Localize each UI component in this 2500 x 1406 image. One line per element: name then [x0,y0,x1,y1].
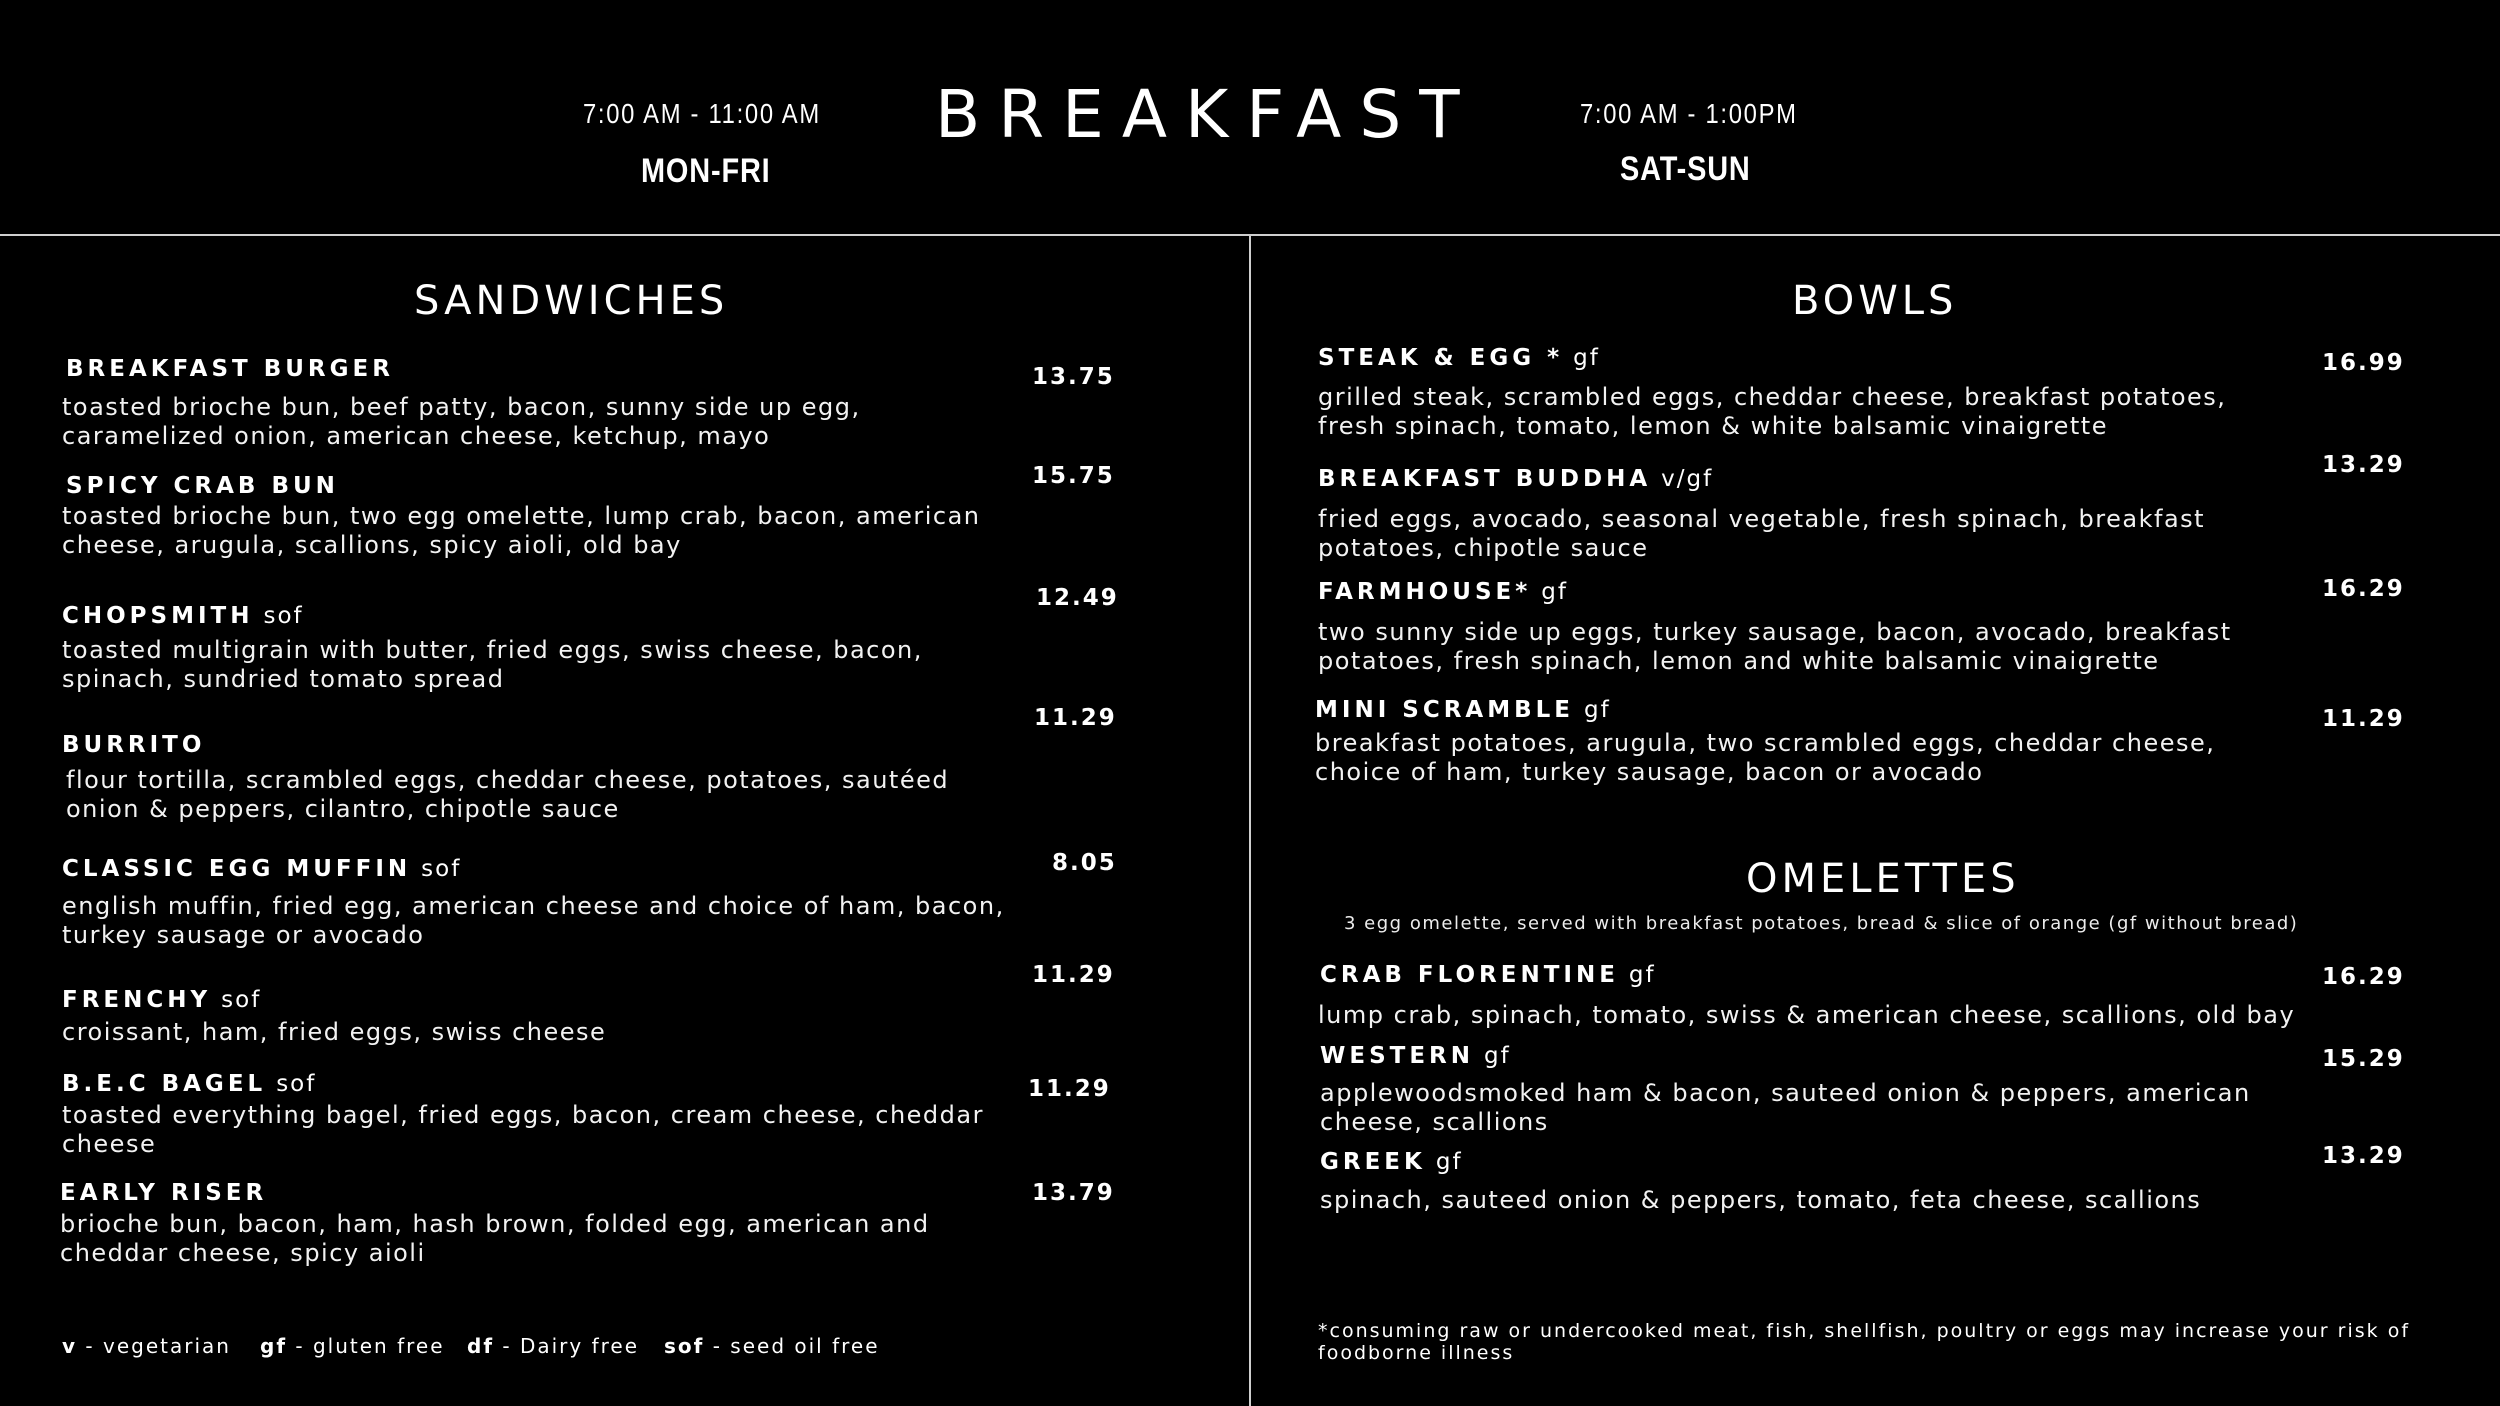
menu-item-price: 16.29 [2322,576,2405,602]
menu-item-name: STEAK & EGG * gf [1318,345,1600,371]
menu-item-name: CRAB FLORENTINE gf [1320,962,1656,988]
menu-item-name: FARMHOUSE* gf [1318,579,1568,605]
weekend-hours: 7:00 AM - 1:00PM [1580,98,1798,129]
legend-seed-oil-free: sof - seed oil free [664,1334,880,1358]
page-title: BREAKFAST [935,76,1478,153]
menu-item-price: 11.29 [1028,1076,1111,1102]
menu-item-name: MINI SCRAMBLE gf [1315,697,1611,723]
menu-item-name: B.E.C BAGEL sof [62,1071,317,1097]
menu-item-name: CLASSIC EGG MUFFIN sof [62,856,462,882]
diet-tag: sof [263,603,304,629]
menu-item-name: CHOPSMITH sof [62,603,304,629]
diet-tag: gf [1573,345,1600,371]
menu-item-price: 8.05 [1052,850,1117,876]
omelettes-note: 3 egg omelette, served with breakfast potatoes, bread & slice of orange (gf without bread) [1344,913,2299,934]
menu-item-description: toasted multigrain with butter, fried eggs, swiss cheese, bacon, spinach, sundried tomato spread [62,636,923,693]
menu-item-name: BREAKFAST BUDDHA v/gf [1318,466,1714,492]
diet-tag: gf [1541,579,1568,605]
weekday-hours: 7:00 AM - 11:00 AM [583,98,821,129]
diet-tag: sof [221,987,262,1013]
column-divider [1249,236,1251,1406]
menu-item-price: 12.49 [1036,585,1119,611]
menu-item-name: WESTERN gf [1320,1043,1511,1069]
omelettes-title: OMELETTES [1746,856,2020,902]
diet-tag: v/gf [1661,466,1714,492]
sandwiches-title: SANDWICHES [414,278,729,324]
menu-item-description: toasted everything bagel, fried eggs, bacon, cream cheese, cheddar cheese [62,1101,984,1158]
menu-item-description: grilled steak, scrambled eggs, cheddar cheese, breakfast potatoes, fresh spinach, tomato, lemon & white balsamic vinaigrette [1318,383,2227,440]
menu-item-price: 13.79 [1032,1180,1115,1206]
menu-item-price: 15.29 [2322,1046,2405,1072]
menu-item-description: flour tortilla, scrambled eggs, cheddar cheese, potatoes, sautéed onion & peppers, cilantro, chipotle sauce [66,766,950,823]
menu-item-price: 15.75 [1032,463,1115,489]
menu-item-name: BURRITO [62,732,206,758]
menu-item-name: SPICY CRAB BUN [66,473,339,499]
menu-item-price: 13.75 [1032,364,1115,390]
diet-tag: sof [276,1071,317,1097]
menu-item-description: toasted brioche bun, beef patty, bacon, sunny side up egg, caramelized onion, american cheese, ketchup, mayo [62,393,861,450]
legend-gluten-free: gf - gluten free [260,1334,445,1358]
menu-item-description: english muffin, fried egg, american cheese and choice of ham, bacon, turkey sausage or avocado [62,892,1005,949]
menu-item-description: croissant, ham, fried eggs, swiss cheese [62,1018,607,1046]
menu-item-name: FRENCHY sof [62,987,262,1013]
weekday-days: MON-FRI [641,152,771,190]
menu-item-price: 16.29 [2322,964,2405,990]
menu-item-description: breakfast potatoes, arugula, two scrambled eggs, cheddar cheese, choice of ham, turkey sausage, bacon or avocado [1315,729,2216,786]
menu-item-description: fried eggs, avocado, seasonal vegetable, fresh spinach, breakfast potatoes, chipotle sauce [1318,505,2206,562]
menu-item-price: 11.29 [1032,962,1115,988]
menu-item-price: 16.99 [2322,350,2405,376]
menu-item-price: 11.29 [2322,706,2405,732]
menu-item-name: EARLY RISER [60,1180,268,1206]
bowls-title: BOWLS [1792,278,1958,324]
menu-item-description: two sunny side up eggs, turkey sausage, bacon, avocado, breakfast potatoes, fresh spinach, lemon and white balsamic vinaigrette [1318,618,2232,675]
menu-item-description: spinach, sauteed onion & peppers, tomato, feta cheese, scallions [1320,1186,2202,1214]
legend-dairy-free: df - Dairy free [467,1334,640,1358]
raw-food-disclaimer: *consuming raw or undercooked meat, fish, shellfish, poultry or eggs may increase your risk of foodborne illness [1318,1320,2411,1364]
diet-tag: gf [1435,1149,1463,1175]
menu-item-price: 13.29 [2322,1143,2405,1169]
diet-tag: gf [1584,697,1611,723]
menu-item-name: BREAKFAST BURGER [66,356,394,382]
diet-tag: sof [421,856,462,882]
legend-vegetarian: v - vegetarian [62,1334,231,1358]
diet-tag: gf [1628,962,1656,988]
menu-item-description: lump crab, spinach, tomato, swiss & american cheese, scallions, old bay [1318,1001,2296,1029]
menu-item-price: 13.29 [2322,452,2405,478]
weekend-days: SAT-SUN [1620,150,1751,188]
menu-item-description: applewoodsmoked ham & bacon, sauteed onion & peppers, american cheese, scallions [1320,1079,2251,1136]
menu-item-description: toasted brioche bun, two egg omelette, lump crab, bacon, american cheese, arugula, scallions, spicy aioli, old bay [62,502,981,559]
diet-tag: gf [1484,1043,1511,1069]
menu-item-description: brioche bun, bacon, ham, hash brown, folded egg, american and cheddar cheese, spicy aioli [60,1210,930,1267]
menu-item-name: GREEK gf [1320,1149,1463,1175]
menu-item-price: 11.29 [1034,705,1117,731]
